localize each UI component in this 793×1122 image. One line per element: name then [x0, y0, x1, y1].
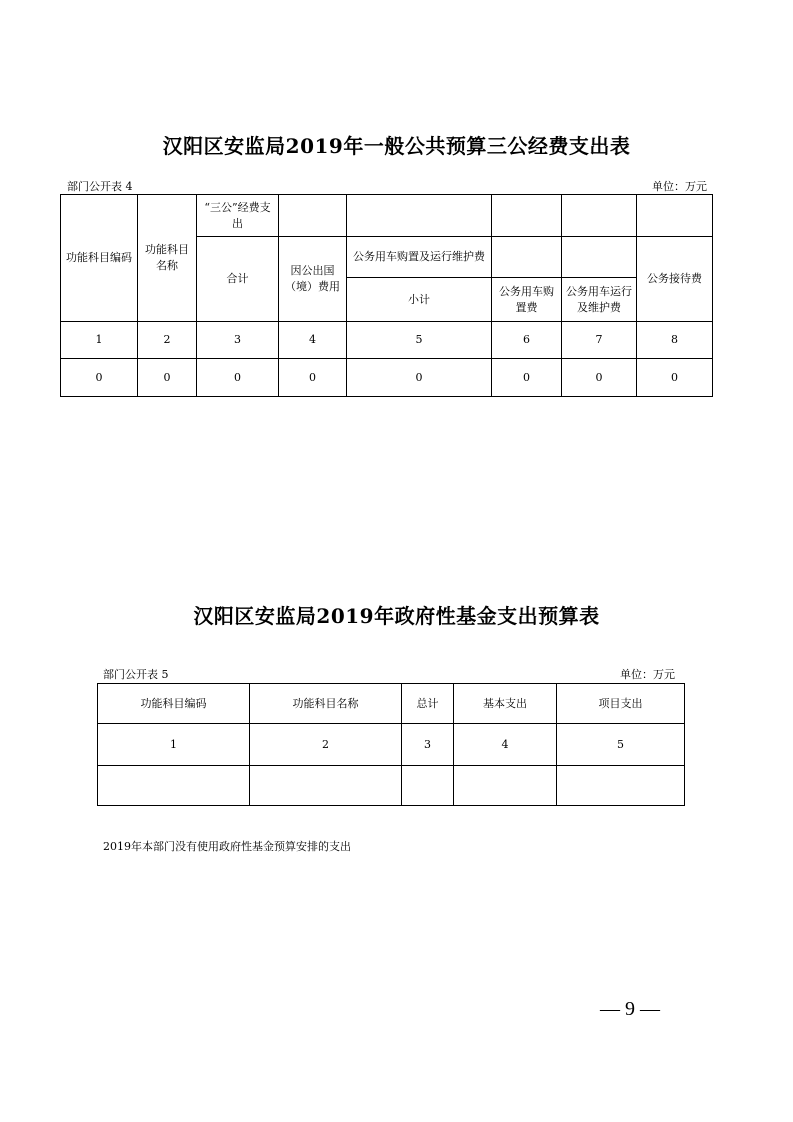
empty-cell	[492, 237, 562, 278]
col-header: 基本支出	[454, 684, 557, 724]
col-header: 总计	[402, 684, 454, 724]
col-func-code-header: 功能科目编码	[61, 195, 138, 322]
index-cell: 2	[250, 724, 402, 766]
index-cell: 1	[61, 322, 138, 359]
data-cell	[402, 766, 454, 806]
col-sangong-header: “三公”经费支出	[197, 195, 279, 237]
col-func-name-header: 功能科目名称	[138, 195, 197, 322]
index-cell: 4	[279, 322, 347, 359]
table2-title: 汉阳区安监局2019年政府性基金支出预算表	[193, 604, 600, 628]
index-cell: 5	[347, 322, 492, 359]
data-cell: 0	[347, 359, 492, 397]
index-cell: 3	[402, 724, 454, 766]
data-cell	[250, 766, 402, 806]
data-cell: 0	[197, 359, 279, 397]
index-cell: 7	[562, 322, 637, 359]
empty-cell	[562, 237, 637, 278]
empty-cell	[279, 195, 347, 237]
index-cell: 4	[454, 724, 557, 766]
empty-cell	[562, 195, 637, 237]
index-cell: 8	[637, 322, 713, 359]
data-cell: 0	[61, 359, 138, 397]
data-cell: 0	[562, 359, 637, 397]
data-cell: 0	[637, 359, 713, 397]
table1-unit: 单位：万元	[652, 180, 707, 193]
data-cell	[454, 766, 557, 806]
table2-unit: 单位：万元	[620, 668, 675, 681]
col-maintain-header: 公务用车运行及维护费	[562, 278, 637, 322]
index-cell: 1	[98, 724, 250, 766]
data-cell: 0	[492, 359, 562, 397]
fund-table	[97, 683, 685, 806]
col-total-header: 合计	[197, 237, 279, 322]
data-cell: 0	[279, 359, 347, 397]
index-cell: 3	[197, 322, 279, 359]
table2-label: 部门公开表 5	[103, 668, 169, 681]
col-subtotal-header: 小计	[347, 278, 492, 322]
sangong-table	[60, 194, 713, 397]
table1-label: 部门公开表 4	[67, 180, 133, 193]
data-cell	[98, 766, 250, 806]
col-vehicle-header: 公务用车购置及运行维护费	[347, 237, 492, 278]
index-cell: 6	[492, 322, 562, 359]
col-abroad-header: 因公出国（境）费用	[279, 237, 347, 322]
data-cell	[557, 766, 685, 806]
col-reception-header: 公务接待费	[637, 237, 713, 322]
col-header: 项目支出	[557, 684, 685, 724]
empty-cell	[347, 195, 492, 237]
index-cell: 5	[557, 724, 685, 766]
table1-title: 汉阳区安监局2019年一般公共预算三公经费支出表	[162, 134, 631, 158]
index-cell: 2	[138, 322, 197, 359]
empty-cell	[492, 195, 562, 237]
fund-note: 2019年本部门没有使用政府性基金预算安排的支出	[103, 840, 351, 853]
col-header: 功能科目编码	[98, 684, 250, 724]
data-cell: 0	[138, 359, 197, 397]
empty-cell	[637, 195, 713, 237]
page-number: — 9 —	[600, 998, 660, 1020]
col-header: 功能科目名称	[250, 684, 402, 724]
col-purchase-header: 公务用车购置费	[492, 278, 562, 322]
